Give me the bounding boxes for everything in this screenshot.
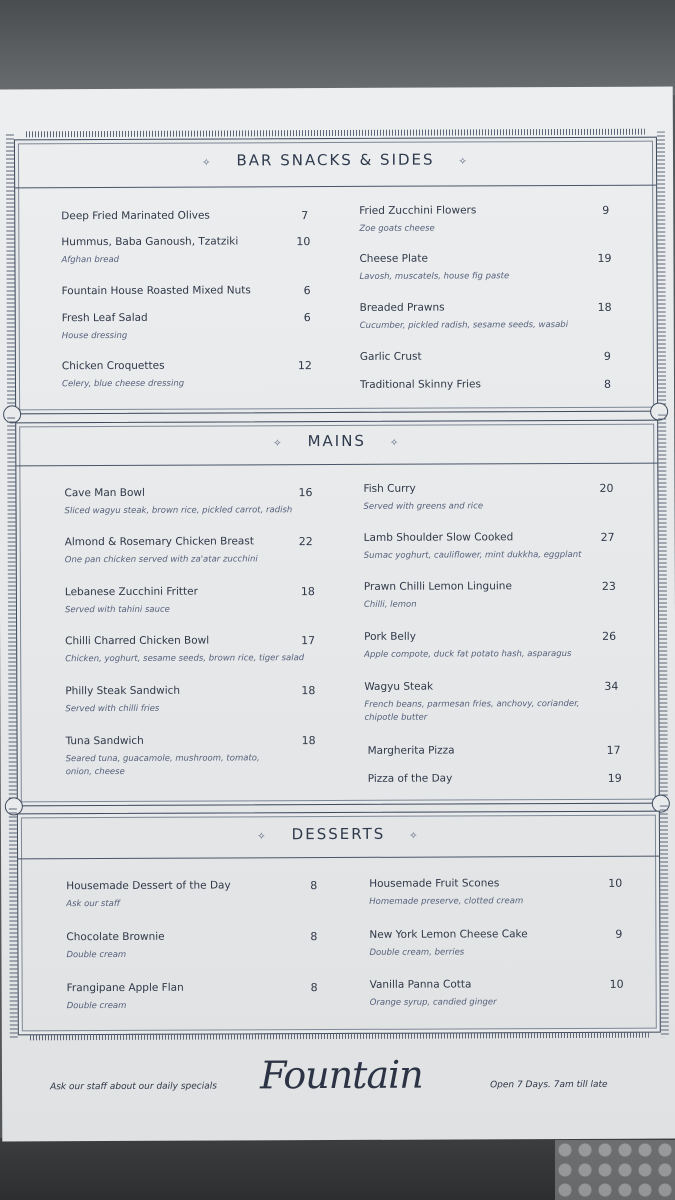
item-name: Chocolate Brownie xyxy=(66,930,165,944)
item-price: 6 xyxy=(303,311,311,325)
item-name: Tuna Sandwich xyxy=(65,734,144,748)
menu-item xyxy=(368,744,625,757)
item-name: Housemade Fruit Scones xyxy=(369,877,500,890)
menu-item xyxy=(364,630,624,662)
item-description: Seared tuna, guacamole, mushroom, tomato, xyxy=(65,753,260,765)
section-title-mains xyxy=(16,431,657,452)
menu-item xyxy=(61,235,311,267)
item-price: 26 xyxy=(602,629,617,643)
item-price: 19 xyxy=(597,251,612,265)
item-name: Garlic Crust xyxy=(359,350,422,363)
table-surface-top xyxy=(0,0,675,95)
menu-item xyxy=(360,378,620,391)
section-title-text: MAINS xyxy=(307,431,366,451)
menu-item xyxy=(66,930,326,962)
section-title-text: BAR SNACKS & SIDES xyxy=(236,150,435,170)
star-ornament-icon: ✧ xyxy=(458,156,469,168)
section-title-bar-snacks xyxy=(15,150,656,171)
item-price: 6 xyxy=(303,284,311,298)
item-name: Pizza of the Day xyxy=(367,772,453,785)
menu-item xyxy=(62,359,312,391)
item-name: Prawn Chilli Lemon Linguine xyxy=(363,580,512,593)
item-price: 10 xyxy=(609,977,624,991)
item-name: Fried Zucchini Flowers xyxy=(359,204,477,217)
item-price: 17 xyxy=(606,743,621,757)
item-name: Frangipane Apple Flan xyxy=(66,981,184,995)
item-price: 8 xyxy=(310,930,318,944)
ornamental-rule-top xyxy=(26,129,645,138)
menu-item xyxy=(62,284,312,297)
item-price: 19 xyxy=(607,771,622,785)
menu-item xyxy=(65,684,325,716)
star-ornament-icon: ✧ xyxy=(409,830,420,842)
item-price: 12 xyxy=(297,359,312,373)
item-description: Lavosh, muscatels, house fig paste xyxy=(359,271,510,282)
star-ornament-icon: ✧ xyxy=(202,157,213,169)
item-description-continued: chipotle butter xyxy=(364,712,428,723)
section-bar-snacks xyxy=(14,137,658,415)
item-price: 18 xyxy=(301,684,316,698)
item-description: Homemade preserve, clotted cream xyxy=(369,896,524,907)
item-price: 8 xyxy=(603,377,612,391)
item-description: Served with tahini sauce xyxy=(64,604,170,616)
opening-hours: Open 7 Days. 7am till late xyxy=(490,1079,608,1091)
item-price: 9 xyxy=(602,203,610,217)
ornamental-rule-bottom xyxy=(30,1032,649,1041)
menu-item xyxy=(369,877,629,909)
item-name: Cave Man Bowl xyxy=(64,486,145,500)
item-price: 20 xyxy=(599,481,614,495)
item-price: 27 xyxy=(600,530,615,544)
item-description: Sliced wagyu steak, brown rice, pickled carrot, radish xyxy=(64,505,293,517)
menu-item xyxy=(359,252,619,284)
item-price: 22 xyxy=(298,535,313,549)
item-name: Pork Belly xyxy=(364,630,416,643)
section-divider xyxy=(16,463,657,467)
item-description: Zoe goats cheese xyxy=(359,223,435,234)
menu-item xyxy=(65,535,325,567)
item-description: House dressing xyxy=(61,330,128,342)
floor-tiles xyxy=(555,1140,675,1200)
item-price: 10 xyxy=(608,876,623,890)
menu-item xyxy=(364,680,624,725)
item-name: Vanilla Panna Cotta xyxy=(369,978,472,991)
item-description: Sumac yoghurt, cauliflower, mint dukkha, eggplant xyxy=(363,549,582,561)
menu-item xyxy=(64,486,324,518)
menu-item xyxy=(62,311,312,343)
item-name: Wagyu Steak xyxy=(364,680,434,693)
section-divider xyxy=(15,185,656,189)
item-name: Fountain House Roasted Mixed Nuts xyxy=(61,284,251,298)
star-ornament-icon: ✧ xyxy=(273,438,284,450)
menu-item xyxy=(364,580,624,612)
item-description: Served with chilli fries xyxy=(65,703,160,715)
item-price: 18 xyxy=(301,734,316,748)
item-price: 23 xyxy=(601,579,616,593)
section-mains xyxy=(15,420,660,807)
item-description: One pan chicken served with za'atar zucchini xyxy=(64,554,258,566)
menu-item xyxy=(364,531,624,563)
menu-item xyxy=(360,301,620,333)
menu-item xyxy=(368,772,625,785)
item-price: 34 xyxy=(604,679,619,693)
item-price: 16 xyxy=(298,486,313,500)
section-title-text: DESSERTS xyxy=(291,824,386,844)
item-name: Lebanese Zucchini Fritter xyxy=(64,585,198,599)
item-description: Cucumber, pickled radish, sesame seeds, wasabi xyxy=(359,319,569,331)
item-description: Apple compote, duck fat potato hash, asparagus xyxy=(364,648,572,660)
item-price: 7 xyxy=(301,209,309,223)
menu-item xyxy=(67,981,327,1013)
item-name: Philly Steak Sandwich xyxy=(65,684,181,698)
item-price: 8 xyxy=(310,981,318,995)
item-price: 8 xyxy=(310,879,318,893)
daily-specials-note: Ask our staff about our daily specials xyxy=(50,1081,217,1093)
item-name: Housemade Dessert of the Day xyxy=(66,879,231,893)
section-divider xyxy=(18,856,659,860)
item-description: Chicken, yoghurt, sesame seeds, brown rice, tiger salad xyxy=(65,653,305,665)
item-price: 18 xyxy=(300,585,315,599)
item-description: French beans, parmesan fries, anchovy, coriander, xyxy=(364,698,580,710)
item-price: 9 xyxy=(615,927,623,941)
menu-item xyxy=(370,978,630,1010)
item-description: Celery, blue cheese dressing xyxy=(61,378,185,390)
item-name: Fresh Leaf Salad xyxy=(61,311,148,325)
item-description: Served with greens and rice xyxy=(363,501,484,512)
item-description: Afghan bread xyxy=(61,254,120,266)
brand-logo: Fountain xyxy=(259,1052,423,1098)
menu-item xyxy=(363,482,623,514)
item-description-continued: onion, cheese xyxy=(65,766,125,778)
menu-item xyxy=(66,879,326,911)
item-name: New York Lemon Cheese Cake xyxy=(369,928,528,941)
menu-sheet xyxy=(0,87,675,1142)
item-name: Cheese Plate xyxy=(359,252,428,265)
menu-item xyxy=(61,209,311,222)
item-description: Ask our staff xyxy=(66,898,121,910)
section-desserts xyxy=(17,811,661,1036)
item-description: Double cream xyxy=(66,1000,127,1012)
menu-item xyxy=(66,734,326,779)
menu-item xyxy=(360,350,620,363)
item-name: Deep Fried Marinated Olives xyxy=(61,209,210,223)
menu-item xyxy=(359,204,619,236)
star-ornament-icon: ✧ xyxy=(257,831,268,843)
menu-item xyxy=(369,928,629,960)
item-name: Chicken Croquettes xyxy=(61,359,165,373)
item-description: Double cream xyxy=(66,949,127,961)
section-title-desserts xyxy=(18,824,659,845)
star-ornament-icon: ✧ xyxy=(389,437,401,449)
item-name: Breaded Prawns xyxy=(359,301,445,314)
item-description: Orange syrup, candied ginger xyxy=(369,997,497,1008)
item-name: Margherita Pizza xyxy=(367,744,455,757)
item-description: Chilli, lemon xyxy=(363,599,417,610)
item-price: 9 xyxy=(603,349,611,363)
item-name: Traditional Skinny Fries xyxy=(359,378,482,391)
menu-item xyxy=(65,634,325,666)
item-name: Hummus, Baba Ganoush, Tzatziki xyxy=(61,235,239,249)
item-price: 18 xyxy=(597,300,612,314)
item-description: Double cream, berries xyxy=(369,947,465,958)
item-name: Almond & Rosemary Chicken Breast xyxy=(64,535,254,549)
item-price: 10 xyxy=(296,235,311,249)
item-name: Lamb Shoulder Slow Cooked xyxy=(363,531,514,544)
menu-item xyxy=(65,585,325,617)
item-price: 17 xyxy=(301,634,316,648)
item-name: Chilli Charred Chicken Bowl xyxy=(65,634,210,648)
item-name: Fish Curry xyxy=(363,482,416,495)
